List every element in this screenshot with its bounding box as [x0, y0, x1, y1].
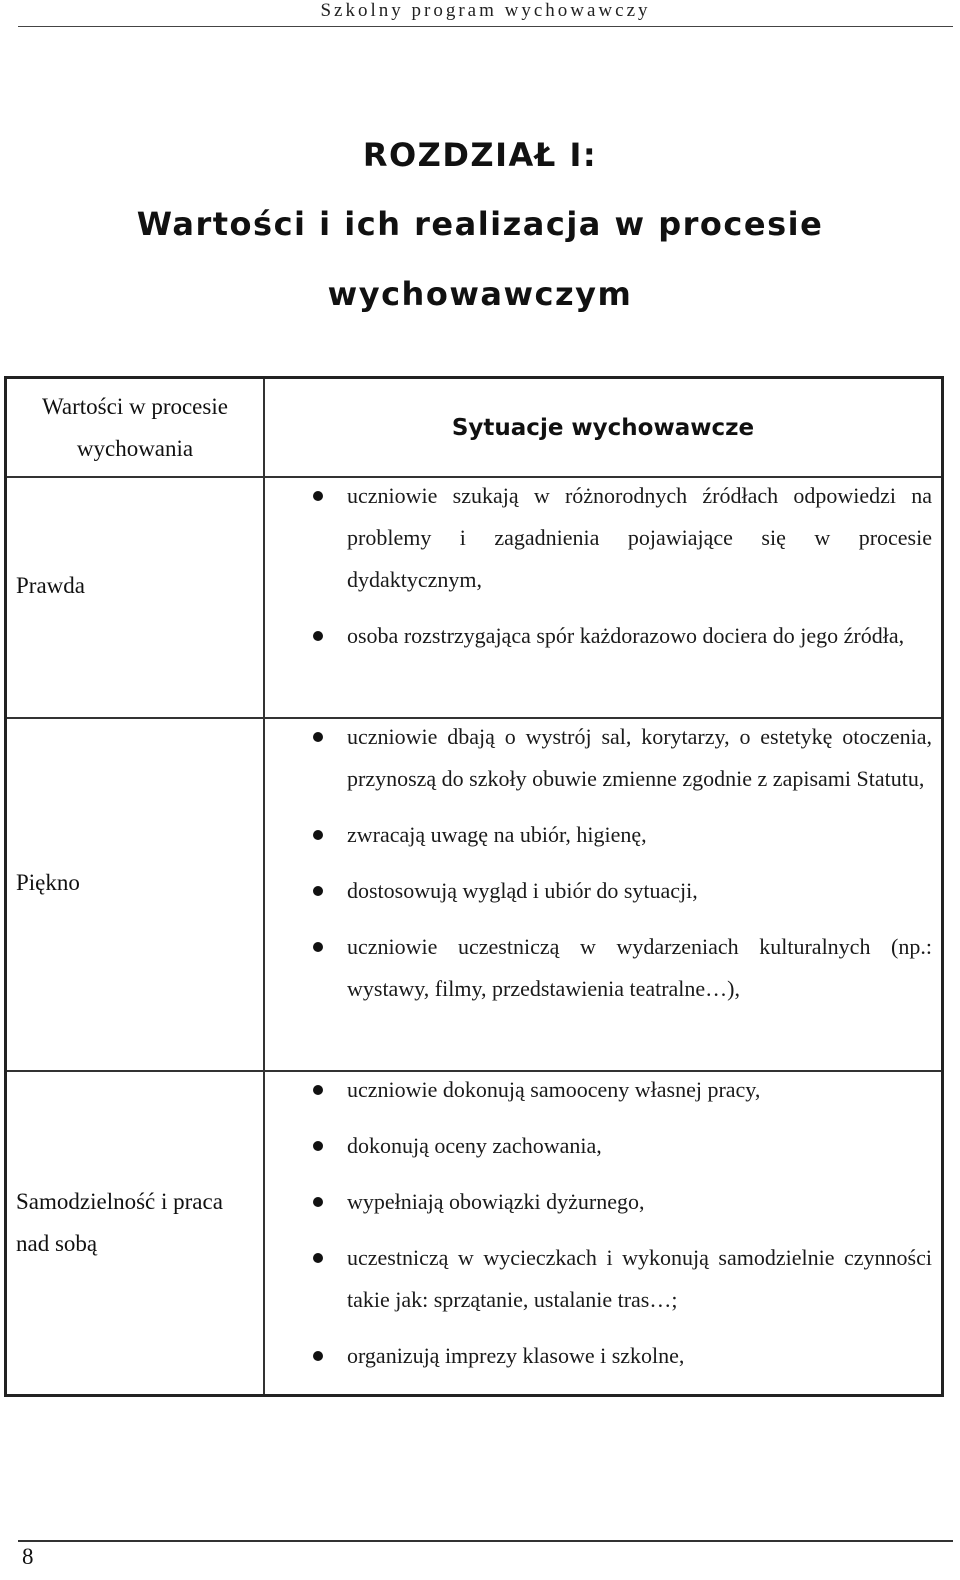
situations-list-truth: [265, 475, 941, 671]
header-situations-column: Sytuacje wychowawcze: [451, 414, 755, 441]
value-truth: Prawda: [16, 573, 85, 598]
list-item: dokonują oceny zachowania,: [265, 1125, 941, 1167]
chapter-title-line-2: wychowawczym: [327, 275, 633, 313]
bullet-icon: [313, 942, 323, 952]
bullet-icon: [313, 491, 323, 501]
footer-divider: [18, 1540, 953, 1542]
situations-list-beauty: [265, 716, 941, 1024]
bullet-icon: [313, 732, 323, 742]
bullet-icon: [313, 1197, 323, 1207]
list-item: wypełniają obowiązki dyżurnego,: [265, 1181, 941, 1223]
bullet-icon: [313, 1253, 323, 1263]
bullet-icon: [313, 886, 323, 896]
header-values-column: Wartości w procesie wychowania: [42, 393, 228, 461]
list-item: uczniowie dbają o wystrój sal, korytarzy, o estetykę otoczenia, przynoszą do szkoły obuwie zmienne zgodnie z zapisami Statutu,: [265, 716, 941, 800]
bullet-icon: [313, 1141, 323, 1151]
chapter-label: ROZDZIAŁ I:: [362, 136, 598, 174]
values-table: [4, 376, 944, 1397]
list-item: organizują imprezy klasowe i szkolne,: [265, 1335, 941, 1377]
chapter-title-line-1: Wartości i ich realizacja w procesie: [136, 205, 824, 243]
page-number: 8: [22, 1544, 34, 1569]
list-item: uczestniczą w wycieczkach i wykonują samodzielnie czynności takie jak: sprzątanie, ustalanie tras…;: [265, 1237, 941, 1321]
list-item: dostosowują wygląd i ubiór do sytuacji,: [265, 870, 941, 912]
value-self-reliance: Samodzielność i praca nad sobą: [16, 1189, 223, 1256]
situations-list-self-reliance: [265, 1069, 941, 1391]
list-item: uczniowie uczestniczą w wydarzeniach kulturalnych (np.: wystawy, filmy, przedstawienia teatralne…),: [265, 926, 941, 1010]
value-beauty: Piękno: [16, 870, 80, 895]
bullet-icon: [313, 830, 323, 840]
list-item: uczniowie dokonują samooceny własnej pracy,: [265, 1069, 941, 1111]
running-header: Szkolny program wychowawczy: [18, 0, 953, 27]
bullet-icon: [313, 1085, 323, 1095]
list-item: osoba rozstrzygająca spór każdorazowo dociera do jego źródła,: [265, 615, 941, 657]
list-item: zwracają uwagę na ubiór, higienę,: [265, 814, 941, 856]
bullet-icon: [313, 1351, 323, 1361]
bullet-icon: [313, 631, 323, 641]
list-item: uczniowie szukają w różnorodnych źródłach odpowiedzi na problemy i zagadnienia pojawiające się w procesie dydaktycznym,: [265, 475, 941, 601]
